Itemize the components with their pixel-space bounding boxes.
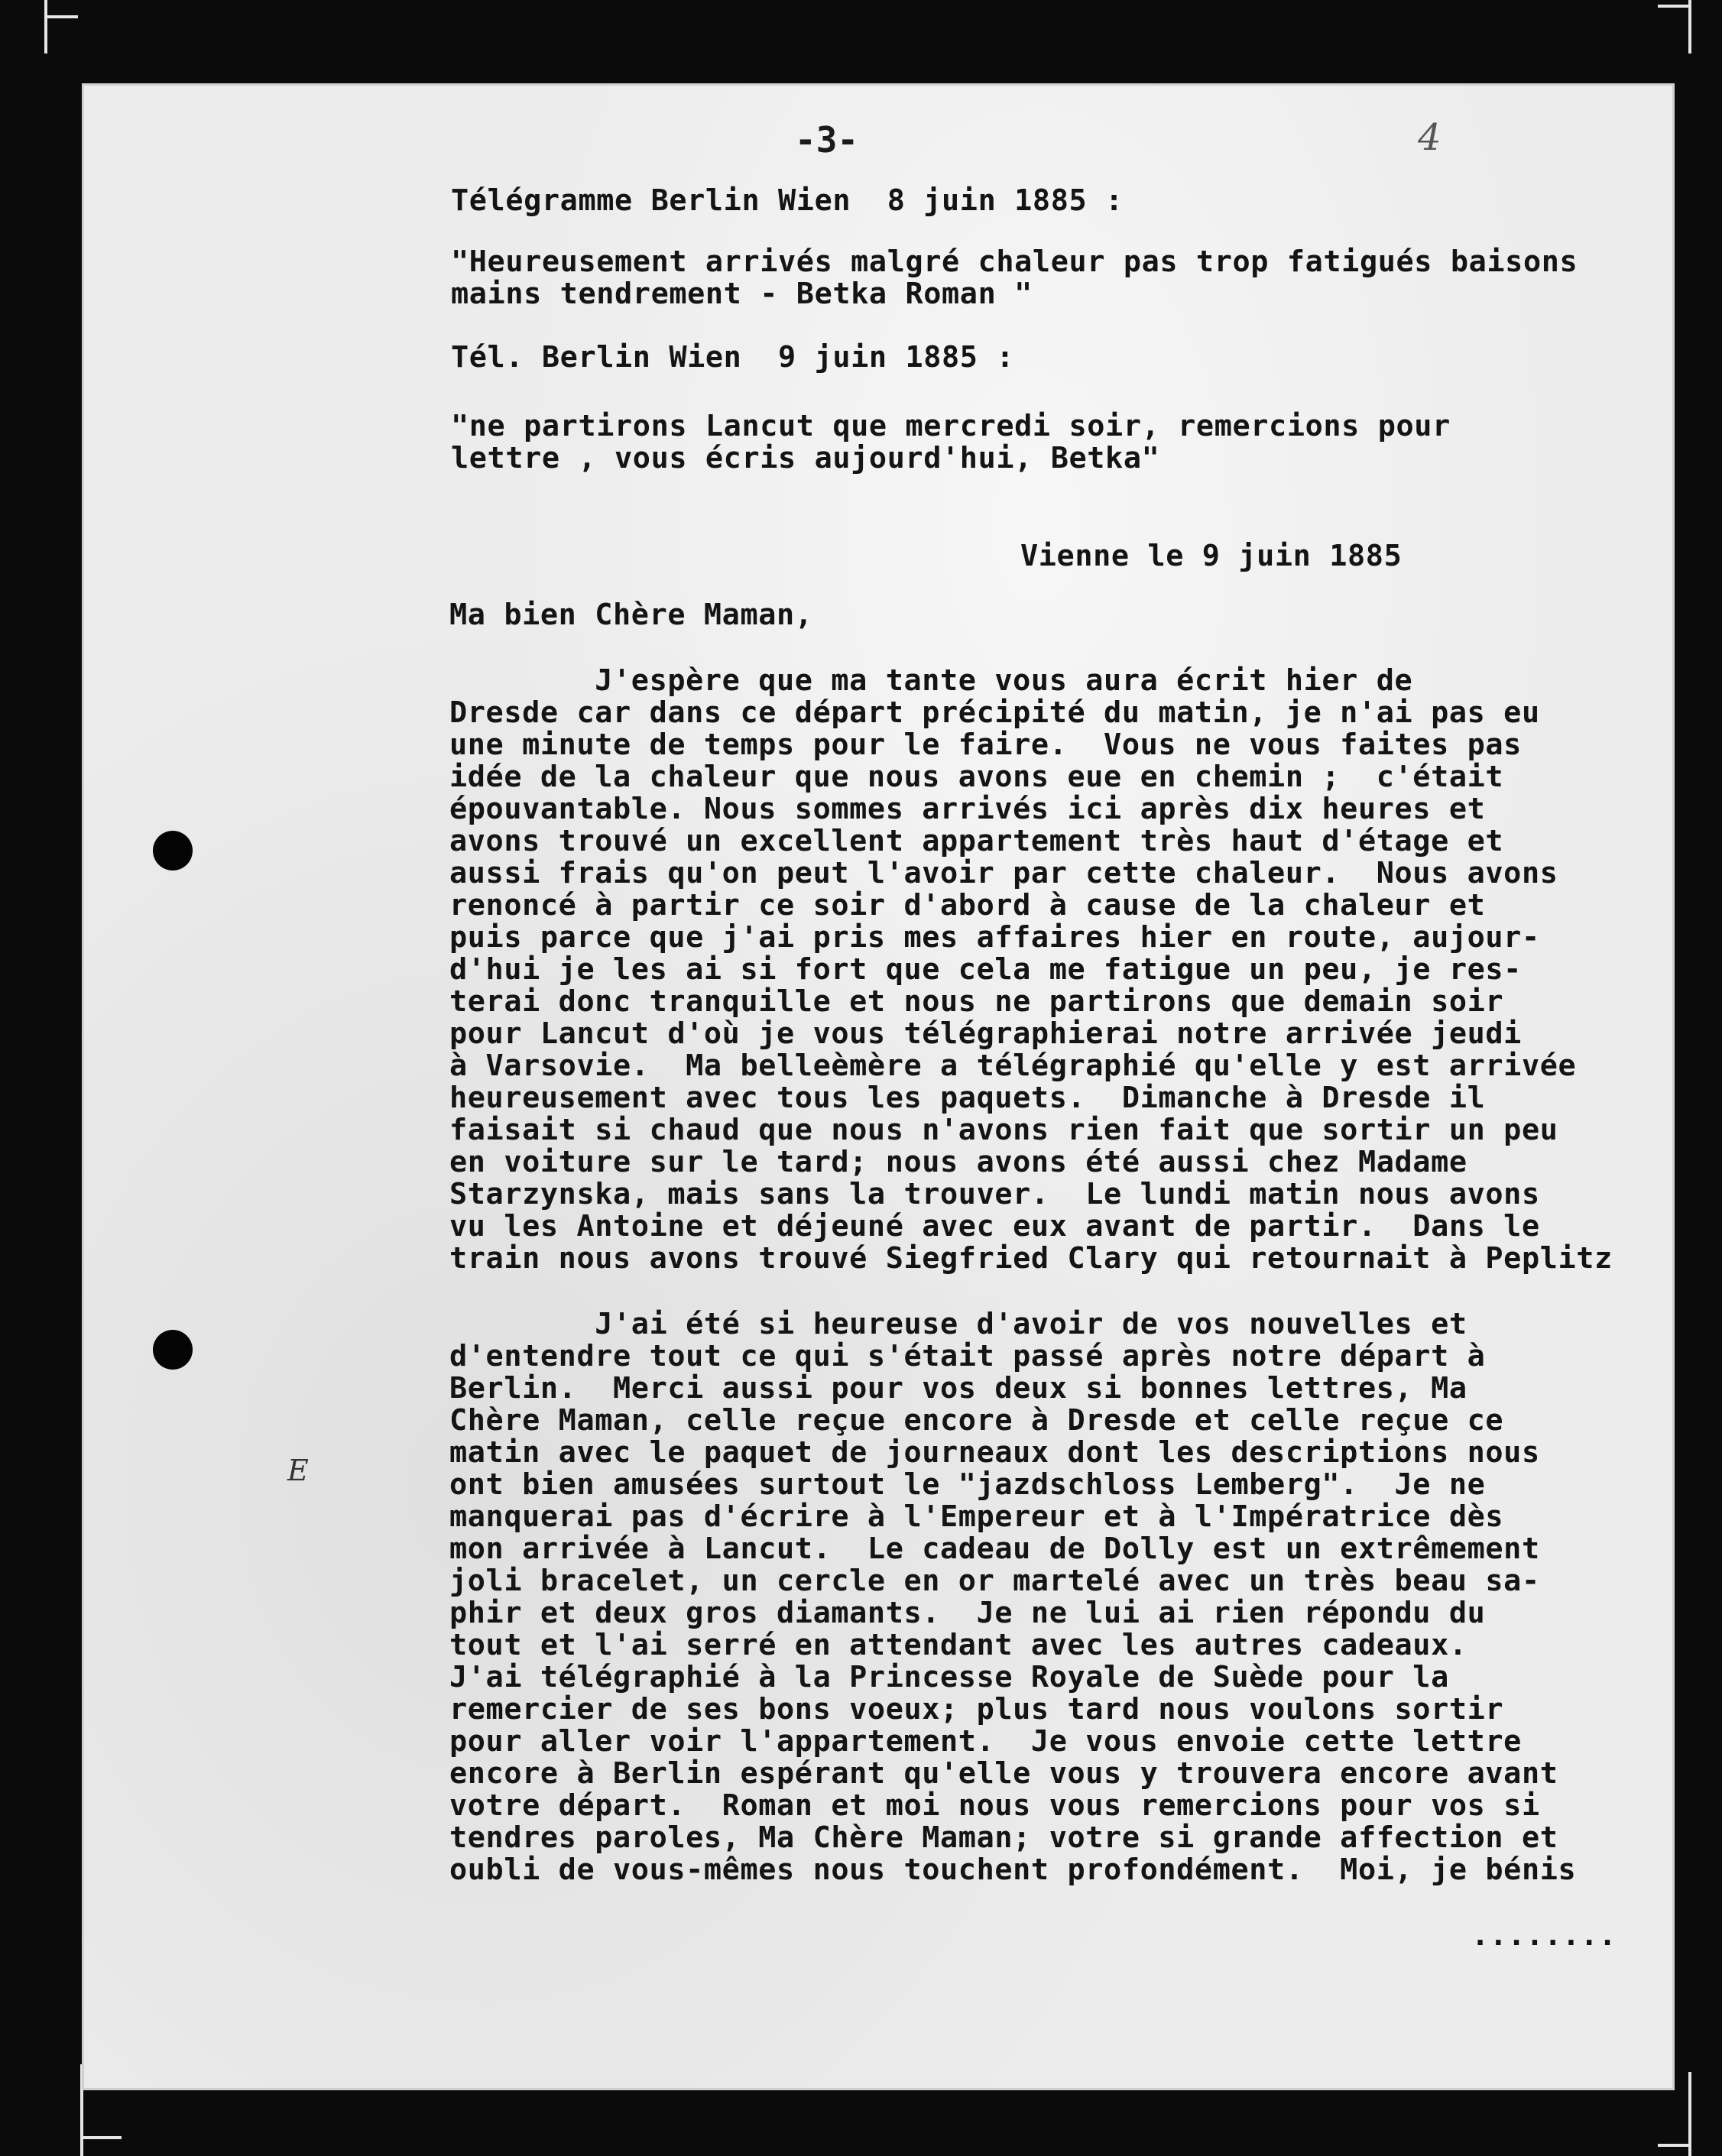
typewritten-text [84,86,1672,2088]
letter-line: heureusement avec tous les paquets. Dimanche à Dresde il [449,1081,1486,1115]
letter-line: ont bien amusées surtout le "jazdschloss Lemberg". Je ne [449,1467,1486,1502]
letter-line: pour aller voir l'appartement. Je vous envoie cette lettre [449,1724,1522,1759]
telegram-line: lettre , vous écris aujourd'hui, Betka" [451,441,1160,475]
letter-line: d'entendre tout ce qui s'était passé après notre départ à [449,1339,1486,1373]
letter-line: Berlin. Merci aussi pour vos deux si bonnes lettres, Ma [449,1371,1467,1405]
letter-line: remercier de ses bons voeux; plus tard nous voulons sortir [449,1692,1504,1726]
letter-line: encore à Berlin espérant qu'elle vous y trouvera encore avant [449,1756,1558,1791]
letter-line: faisait si chaud que nous n'avons rien fait que sortir un peu [449,1113,1558,1147]
letter-line: matin avec le paquet de journeaux dont les descriptions nous [449,1435,1540,1470]
letter-line: une minute de temps pour le faire. Vous ne vous faites pas [449,728,1522,762]
letter-line: tendres paroles, Ma Chère Maman; votre si grande affection et [449,1820,1558,1855]
letter-line: terai donc tranquille et nous ne partirons que demain soir [449,984,1504,1019]
letter-line: oubli de vous-mêmes nous touchent profondément. Moi, je bénis [449,1853,1577,1887]
letter-line: J'espère que ma tante vous aura écrit hier de [449,663,1413,698]
page-number: -3- [795,119,859,160]
letter-line: vu les Antoine et déjeuné avec eux avant de partir. Dans le [449,1209,1540,1243]
letter-line: renoncé à partir ce soir d'abord à cause de la chaleur et [449,888,1486,922]
telegram-heading: Tél. Berlin Wien 9 juin 1885 : [451,340,1015,374]
letter-line: aussi frais qu'on peut l'avoir par cette chaleur. Nous avons [449,856,1558,890]
letter-line: manquerai pas d'écrire à l'Empereur et à l'Impératrice dès [449,1499,1504,1534]
letter-line: à Varsovie. Ma belleèmère a télégraphié qu'elle y est arrivée [449,1049,1577,1083]
letter-line: en voiture sur le tard; nous avons été aussi chez Madame [449,1145,1467,1179]
letter-line: mon arrivée à Lancut. Le cadeau de Dolly est un extrêmement [449,1532,1540,1566]
telegram-line: mains tendrement - Betka Roman " [451,277,1033,311]
letter-line: joli bracelet, un cercle en or martelé avec un très beau sa- [449,1564,1540,1598]
letter-line: train nous avons trouvé Siegfried Clary qui retournait à Peplitz [449,1241,1613,1276]
letter-line: épouvantable. Nous sommes arrivés ici après dix heures et [449,792,1486,826]
telegram-line: "ne partirons Lancut que mercredi soir, remercions pour [451,409,1451,443]
letter-line: avons trouvé un excellent appartement très haut d'étage et [449,824,1504,858]
letter-place-date: Vienne le 9 juin 1885 [1020,539,1403,573]
letter-line: idée de la chaleur que nous avons eue en chemin ; c'était [449,760,1504,794]
pencil-annotation: 4 [1418,116,1441,159]
document-page [84,86,1672,2088]
telegram-line: "Heureusement arrivés malgré chaleur pas trop fatigués baisons [451,245,1578,279]
letter-line: puis parce que j'ai pris mes affaires hier en route, aujour- [449,920,1540,955]
letter-line: pour Lancut d'où je vous télégraphierai notre arrivée jeudi [449,1016,1522,1051]
letter-line: J'ai télégraphié à la Princesse Royale de Suède pour la [449,1660,1449,1694]
margin-annotation: E [287,1454,309,1487]
letter-line: J'ai été si heureuse d'avoir de vos nouvelles et [449,1307,1467,1341]
letter-salutation: Ma bien Chère Maman, [449,598,813,632]
film-frame-corner-top-left [44,0,78,53]
letter-line: phir et deux gros diamants. Je ne lui ai rien répondu du [449,1596,1486,1630]
letter-line: Chère Maman, celle reçue encore à Dresde et celle reçue ce [449,1403,1504,1438]
film-frame-corner-top-right [1658,0,1691,53]
letter-line: votre départ. Roman et moi nous vous remercions pour vos si [449,1788,1540,1823]
continuation-marker: ........ [1471,1918,1617,1953]
letter-line: d'hui je les ai si fort que cela me fatigue un peu, je res- [449,952,1522,987]
letter-line: Starzynska, mais sans la trouver. Le lundi matin nous avons [449,1177,1540,1211]
telegram-heading: Télégramme Berlin Wien 8 juin 1885 : [451,183,1124,218]
letter-line: tout et l'ai serré en attendant avec les autres cadeaux. [449,1628,1467,1662]
letter-line: Dresde car dans ce départ précipité du matin, je n'ai pas eu [449,695,1540,730]
